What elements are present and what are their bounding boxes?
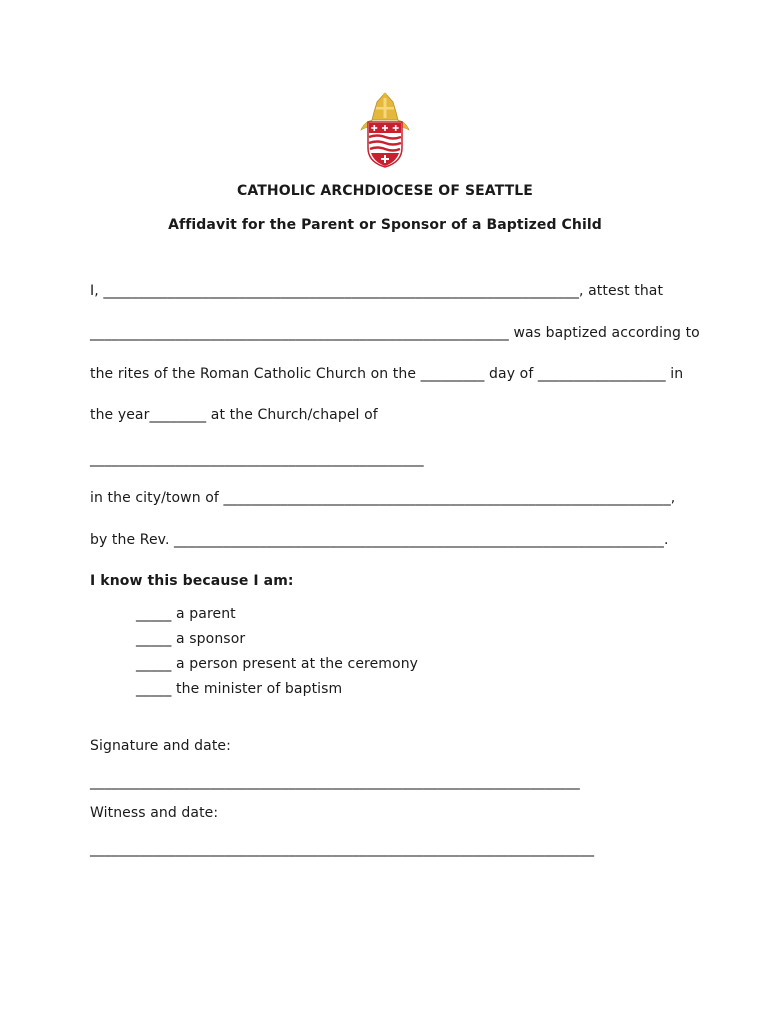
reason-heading: I know this because I am:: [90, 573, 294, 589]
archdiocese-crest-icon: [358, 92, 412, 168]
baptized-name-line: ___________________________________________________________ was baptized according to: [90, 325, 700, 341]
option-minister: _____ the minister of baptism: [136, 681, 343, 697]
witness-label: Witness and date:: [90, 805, 219, 821]
signature-label: Signature and date:: [90, 738, 231, 754]
signature-blank: _____________________________________________________________________: [90, 774, 580, 790]
rites-date-line: the rites of the Roman Catholic Church on the _________ day of __________________ in: [90, 366, 684, 382]
org-title: CATHOLIC ARCHDIOCESE OF SEATTLE: [237, 183, 533, 199]
option-parent: _____ a parent: [136, 606, 236, 622]
option-sponsor: _____ a sponsor: [136, 631, 246, 647]
city-town-line: in the city/town of _______________________________________________________________,: [90, 490, 676, 506]
rev-line: by the Rev. _____________________________________________________________________.: [90, 532, 669, 548]
witness-blank: _______________________________________________________________________: [90, 841, 595, 857]
document-title: Affidavit for the Parent or Sponsor of a Baptized Child: [168, 217, 602, 233]
option-present: _____ a person present at the ceremony: [136, 656, 419, 672]
attest-line: I, ___________________________________________________________________, attest that: [90, 283, 664, 299]
church-name-blank: _______________________________________________: [90, 451, 424, 467]
year-church-line: the year________ at the Church/chapel of: [90, 407, 378, 423]
